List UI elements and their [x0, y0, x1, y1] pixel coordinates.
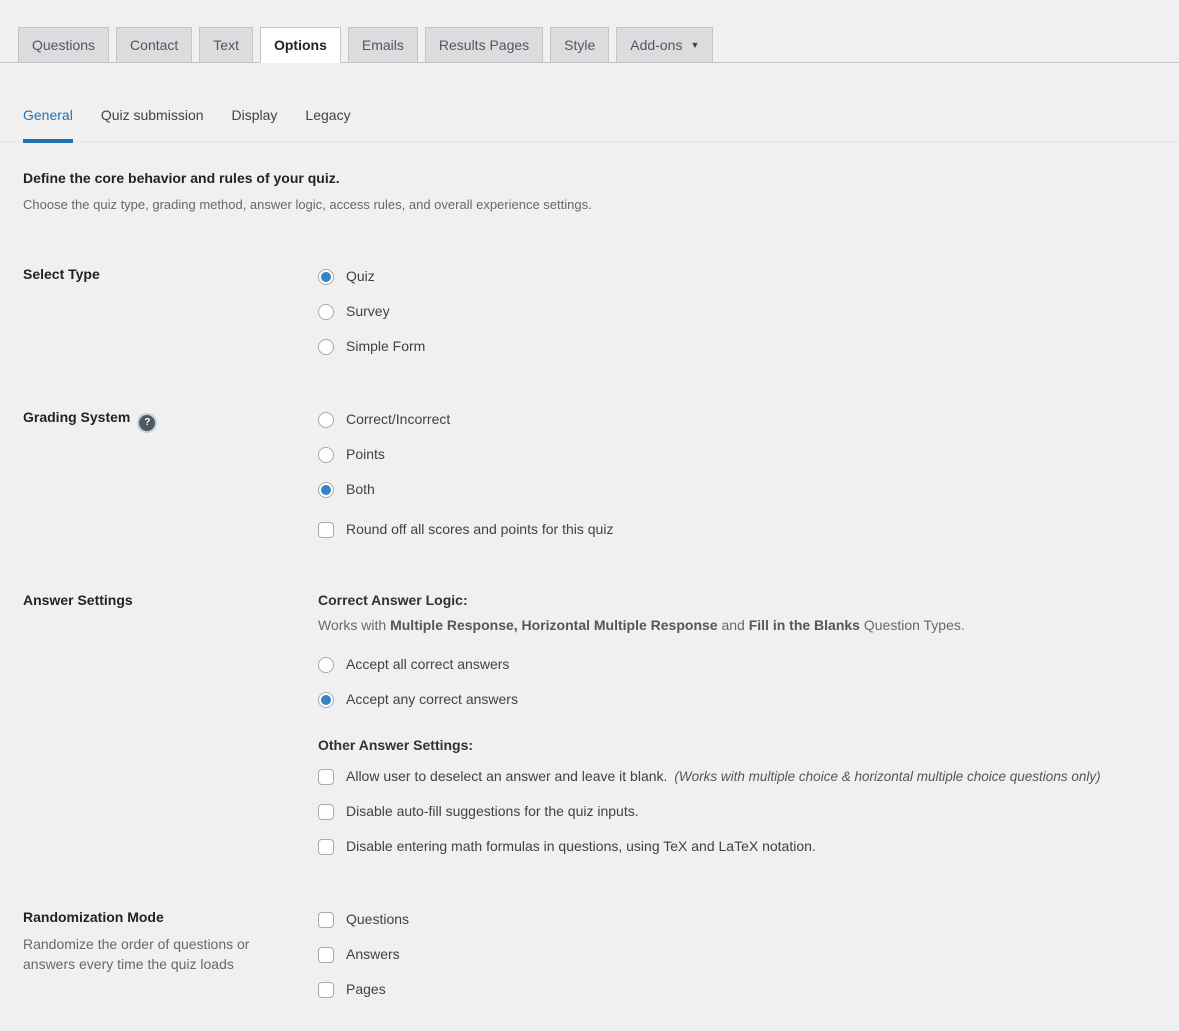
tab-label: Emails: [361, 37, 404, 53]
main-tab-bar: [0, 0, 1179, 63]
subheading-other-answer-settings: Other Answer Settings:: [318, 737, 474, 753]
tab-questions[interactable]: [18, 27, 109, 63]
subheading-correct-answer-logic: Correct Answer Logic:: [318, 592, 468, 608]
radio-option-survey[interactable]: [318, 301, 1156, 322]
section-label: Randomization Mode: [23, 909, 164, 925]
tab-label: Text: [213, 37, 239, 53]
row-label: [23, 592, 318, 857]
radio-option-accept-all-correct-answers[interactable]: [318, 654, 1156, 675]
settings-row-select-type: [23, 266, 1156, 357]
subtab-quiz-submission[interactable]: Quiz submission: [100, 107, 204, 123]
text-segment: Fill in the Blanks: [748, 617, 860, 633]
option-label: Accept any correct answers: [346, 691, 518, 707]
tab-label: Contact: [130, 37, 179, 53]
checkbox-option-round-off-all-scores-and-points-for-this-quiz[interactable]: [318, 519, 1156, 540]
option-label: Allow user to deselect an answer and leave it blank.: [346, 768, 668, 784]
option-label: Survey: [346, 303, 390, 319]
section-description: Randomize the order of questions or answers every time the quiz loads: [23, 936, 250, 973]
intro-title: Define the core behavior and rules of your quiz.: [23, 170, 340, 186]
option-label: Round off all scores and points for this quiz: [346, 521, 614, 537]
radio-both[interactable]: [318, 482, 334, 498]
radio-simple-form[interactable]: [318, 339, 334, 355]
radio-correct-incorrect[interactable]: [318, 412, 334, 428]
row-label: [23, 266, 318, 357]
radio-option-accept-any-correct-answers[interactable]: [318, 689, 1156, 710]
radio-accept-any-correct-answers[interactable]: [318, 692, 334, 708]
checkbox-option-questions[interactable]: [318, 909, 1156, 930]
section-label: Grading System: [23, 409, 131, 425]
section-intro: [23, 170, 1156, 212]
option-note: (Works with multiple choice & horizontal multiple choice questions only): [674, 769, 1101, 784]
checkbox-disable-entering-math-formulas-in-questions-using-tex-and-latex-notation[interactable]: [318, 839, 334, 855]
radio-points[interactable]: [318, 447, 334, 463]
checkbox-option-disable-auto-fill-suggestions-for-the-quiz-inputs[interactable]: [318, 801, 1156, 822]
checkbox-allow-user-to-deselect-an-answer-and-leave-it-blank[interactable]: [318, 769, 334, 785]
subtab-general[interactable]: General: [23, 107, 73, 141]
row-control: [318, 266, 1156, 357]
tab-add-ons[interactable]: [616, 27, 713, 63]
tab-label: Questions: [32, 37, 96, 53]
tab-style[interactable]: [550, 27, 609, 63]
options-content: [0, 107, 1179, 1000]
sub-tab-bar: [0, 107, 1179, 142]
option-label: Points: [346, 446, 385, 462]
row-label: [23, 909, 318, 1000]
text-segment: Question Types.: [859, 617, 965, 633]
radio-accept-all-correct-answers[interactable]: [318, 657, 334, 673]
tab-results-pages[interactable]: [425, 27, 543, 63]
radio-option-points[interactable]: [318, 444, 1156, 465]
dropdown-caret-icon: ▼: [690, 40, 700, 50]
intro-subtitle: Choose the quiz type, grading method, answer logic, access rules, and overall experience settings.: [23, 197, 592, 212]
section-label: Answer Settings: [23, 592, 133, 608]
settings-row-randomization-mode: [23, 909, 1156, 1000]
settings-row-answer-settings: [23, 592, 1156, 857]
settings-row-grading-system: [23, 409, 1156, 540]
option-label: Accept all correct answers: [346, 656, 510, 672]
tab-text[interactable]: [199, 27, 253, 63]
tab-label: Results Pages: [438, 37, 530, 53]
checkbox-option-allow-user-to-deselect-an-answer-and-leave-it-blank[interactable]: [318, 766, 1156, 787]
checkbox-option-disable-entering-math-formulas-in-questions-using-tex-and-latex-notation[interactable]: [318, 836, 1156, 857]
option-label: Both: [346, 481, 375, 497]
section-label: Select Type: [23, 266, 100, 282]
settings-form: [23, 266, 1156, 1000]
help-icon[interactable]: ?: [139, 415, 155, 431]
option-label: Quiz: [346, 268, 375, 284]
row-control: [318, 909, 1156, 1000]
option-label: Answers: [346, 946, 400, 962]
radio-option-both[interactable]: [318, 479, 1156, 500]
row-label: [23, 409, 318, 540]
option-label: Pages: [346, 981, 386, 997]
checkbox-disable-auto-fill-suggestions-for-the-quiz-inputs[interactable]: [318, 804, 334, 820]
description-line: [318, 617, 1156, 633]
tab-contact[interactable]: [116, 27, 192, 63]
radio-survey[interactable]: [318, 304, 334, 320]
tab-label: Add-ons: [630, 37, 683, 53]
radio-option-quiz[interactable]: [318, 266, 1156, 287]
row-control: [318, 592, 1156, 857]
checkbox-answers[interactable]: [318, 947, 334, 963]
row-control: [318, 409, 1156, 540]
option-label: Disable entering math formulas in questions, using TeX and LaTeX notation.: [346, 838, 816, 854]
checkbox-option-answers[interactable]: [318, 944, 1156, 965]
text-segment: Works with: [318, 617, 391, 633]
checkbox-option-pages[interactable]: [318, 979, 1156, 1000]
option-label: Simple Form: [346, 338, 426, 354]
checkbox-questions[interactable]: [318, 912, 334, 928]
text-segment: and: [717, 617, 749, 633]
radio-option-correct-incorrect[interactable]: [318, 409, 1156, 430]
option-label: Correct/Incorrect: [346, 411, 451, 427]
tab-emails[interactable]: [348, 27, 418, 63]
subtab-legacy[interactable]: Legacy: [305, 107, 351, 123]
radio-option-simple-form[interactable]: [318, 336, 1156, 357]
radio-quiz[interactable]: [318, 269, 334, 285]
option-label: Disable auto-fill suggestions for the quiz inputs.: [346, 803, 639, 819]
tab-label: Style: [564, 37, 596, 53]
subtab-display[interactable]: Display: [231, 107, 278, 123]
tab-options[interactable]: [260, 27, 341, 63]
checkbox-pages[interactable]: [318, 982, 334, 998]
checkbox-round-off-all-scores-and-points-for-this-quiz[interactable]: [318, 522, 334, 538]
text-segment: Multiple Response, Horizontal Multiple Response: [390, 617, 718, 633]
tab-label: Options: [273, 37, 327, 53]
option-label: Questions: [346, 911, 410, 927]
